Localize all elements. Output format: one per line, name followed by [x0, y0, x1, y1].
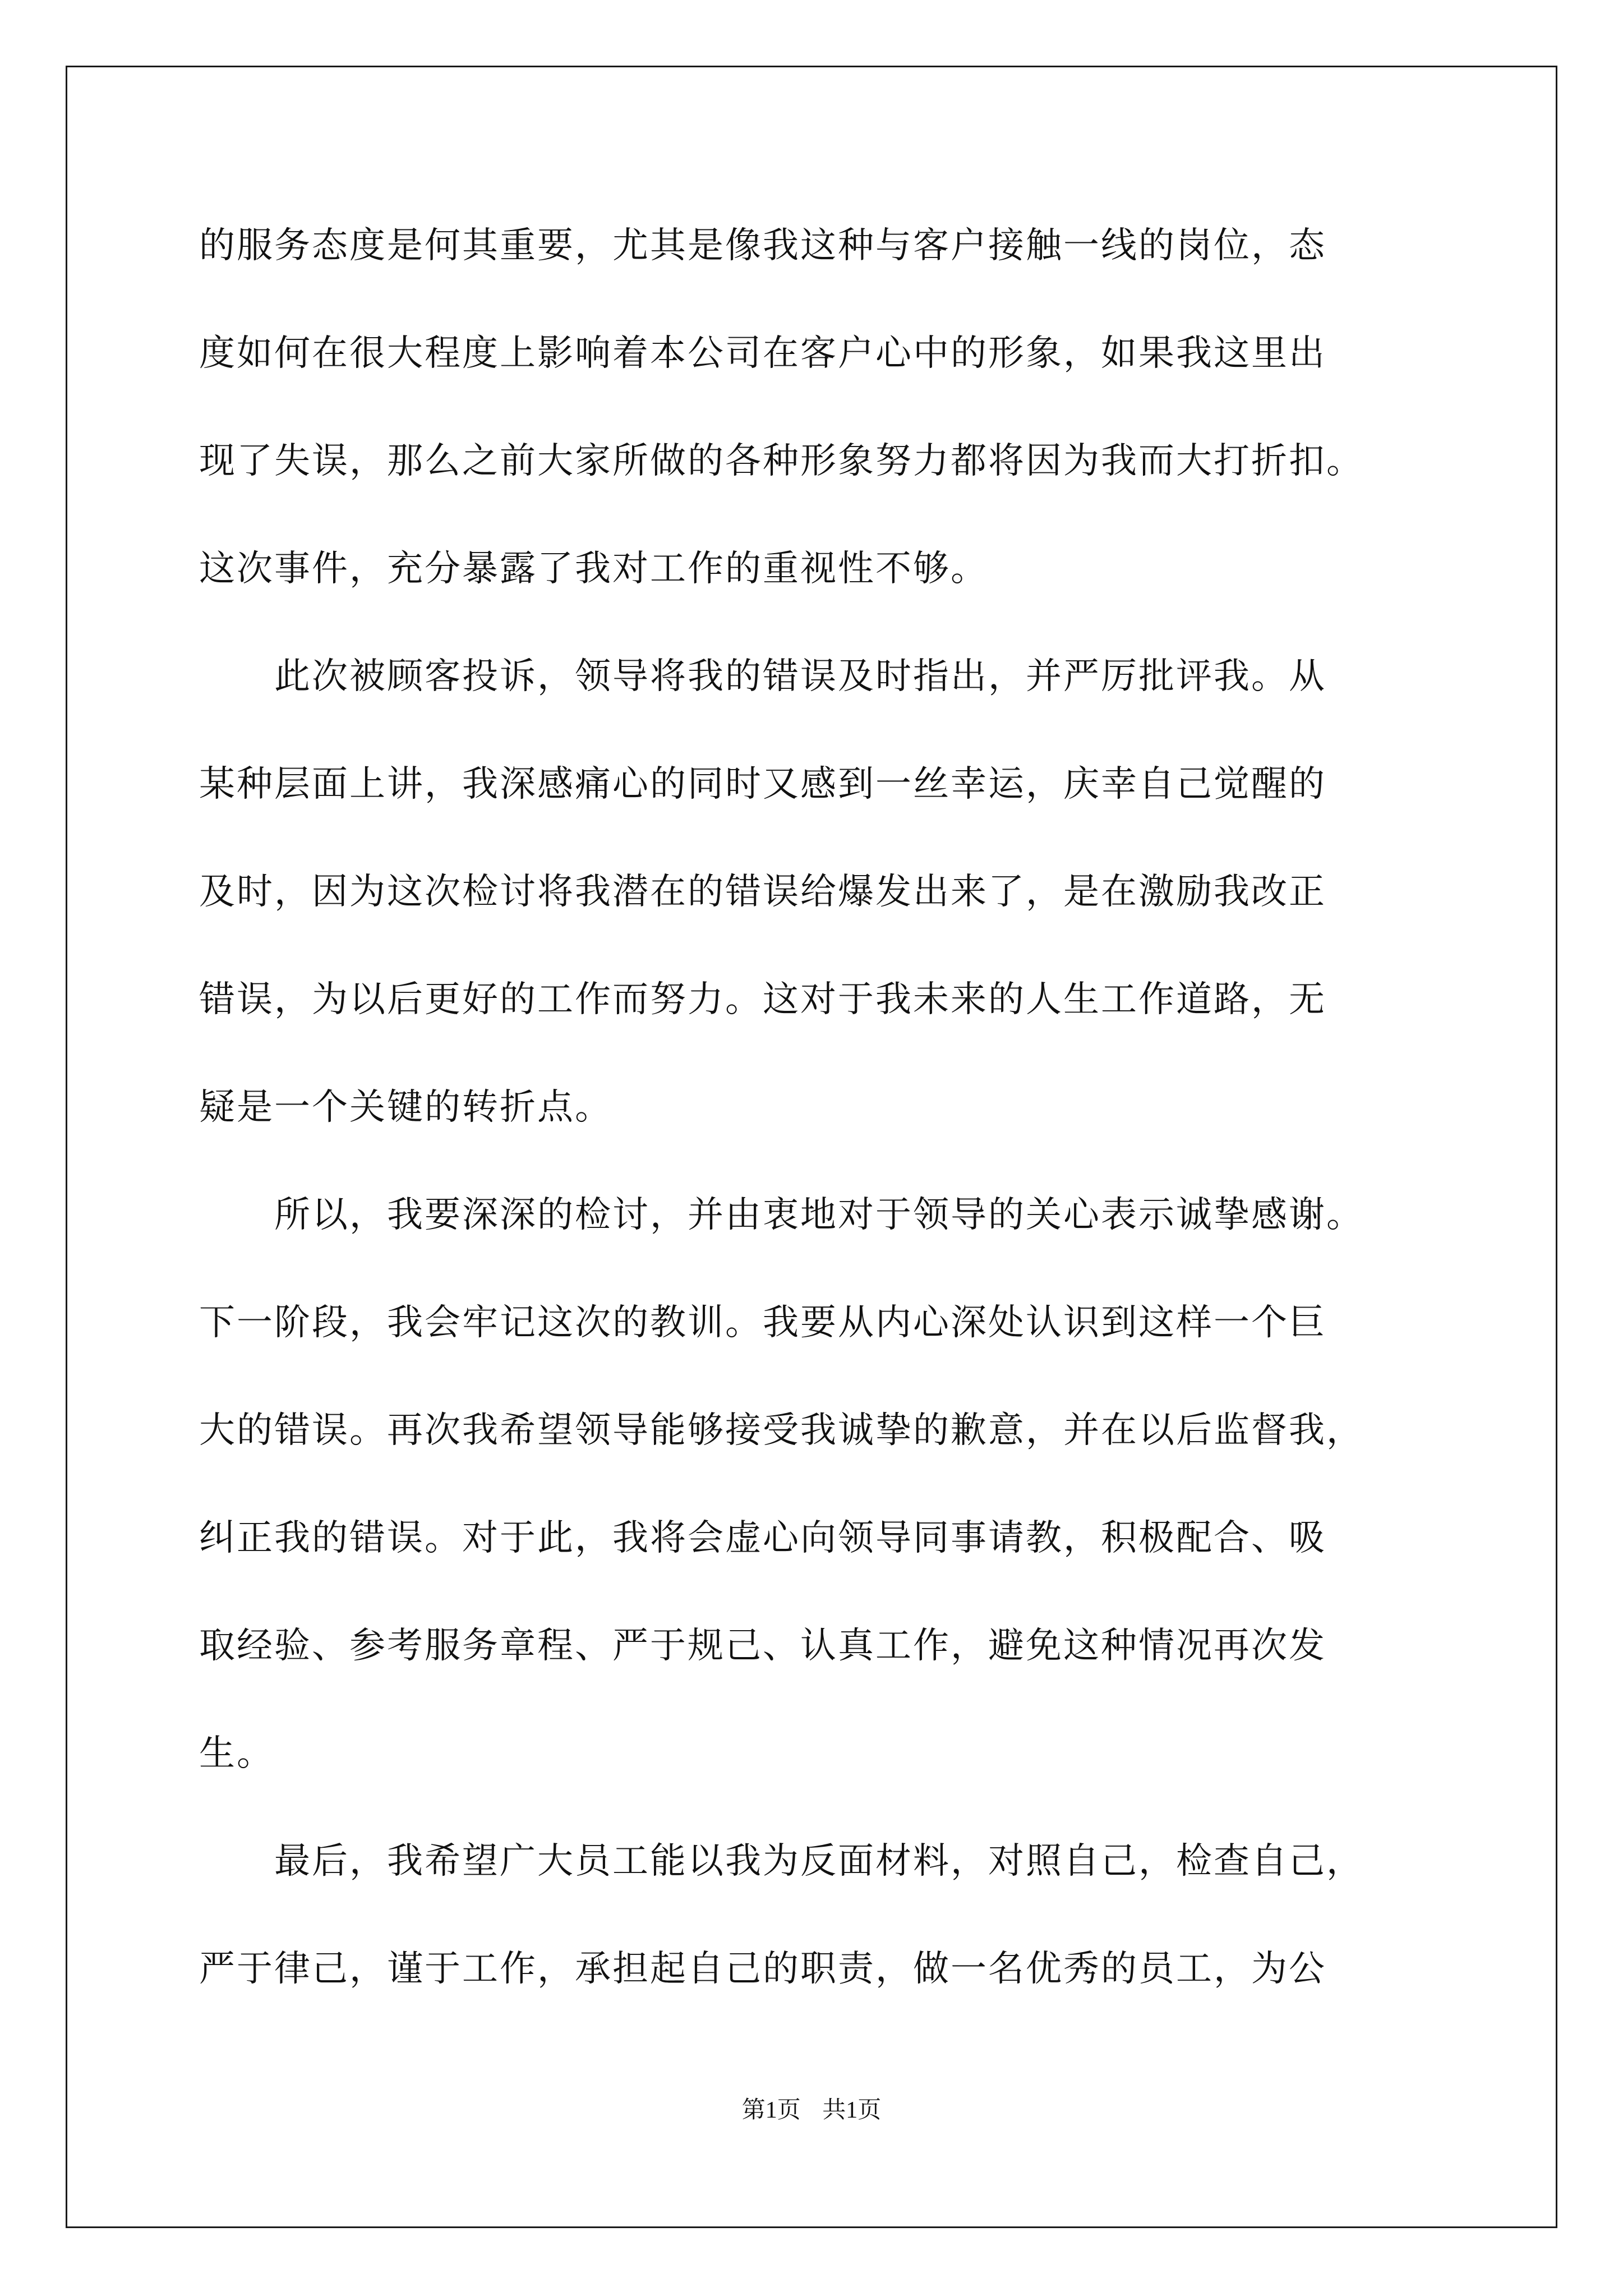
text-line: 严于律己，谨于工作，承担起自己的职责，做一名优秀的员工，为公	[199, 1948, 1326, 1990]
text-line: 这次事件，充分暴露了我对工作的重视性不够。	[199, 548, 988, 590]
text-line: 生。	[199, 1733, 274, 1774]
text-line: 现了失误，那么之前大家所做的各种形象努力都将因为我而大打折扣。	[199, 440, 1364, 482]
text-line: 的服务态度是何其重要，尤其是像我这种与客户接触一线的岗位，态	[199, 225, 1326, 266]
text-line: 错误，为以后更好的工作而努力。这对于我未来的人生工作道路，无	[199, 979, 1326, 1020]
page-number: 第1页	[741, 2097, 801, 2123]
page-border	[66, 66, 1557, 2228]
page-total: 共1页	[822, 2097, 882, 2123]
text-line: 及时，因为这次检讨将我潜在的错误给爆发出来了，是在激励我改正	[199, 871, 1326, 913]
text-line: 下一阶段，我会牢记这次的教训。我要从内心深处认识到这样一个巨	[199, 1302, 1326, 1343]
text-line: 纠正我的错误。对于此，我将会虚心向领导同事请教，积极配合、吸	[199, 1517, 1326, 1559]
text-line: 大的错误。再次我希望领导能够接受我诚挚的歉意，并在以后监督我，	[199, 1410, 1364, 1451]
text-line: 此次被顾客投诉，领导将我的错误及时指出，并严厉批评我。从	[199, 656, 1326, 697]
text-line: 取经验、参考服务章程、严于规己、认真工作，避免这种情况再次发	[199, 1625, 1326, 1667]
text-line: 最后，我希望广大员工能以我为反面材料，对照自己，检查自己，	[199, 1841, 1364, 1882]
text-line: 某种层面上讲，我深感痛心的同时又感到一丝幸运，庆幸自己觉醒的	[199, 763, 1326, 805]
text-line: 疑是一个关键的转折点。	[199, 1087, 612, 1128]
page-footer	[0, 2093, 1623, 2127]
text-line: 所以，我要深深的检讨，并由衷地对于领导的关心表示诚挚感谢。	[199, 1194, 1364, 1236]
text-line: 度如何在很大程度上影响着本公司在客户心中的形象，如果我这里出	[199, 333, 1326, 374]
